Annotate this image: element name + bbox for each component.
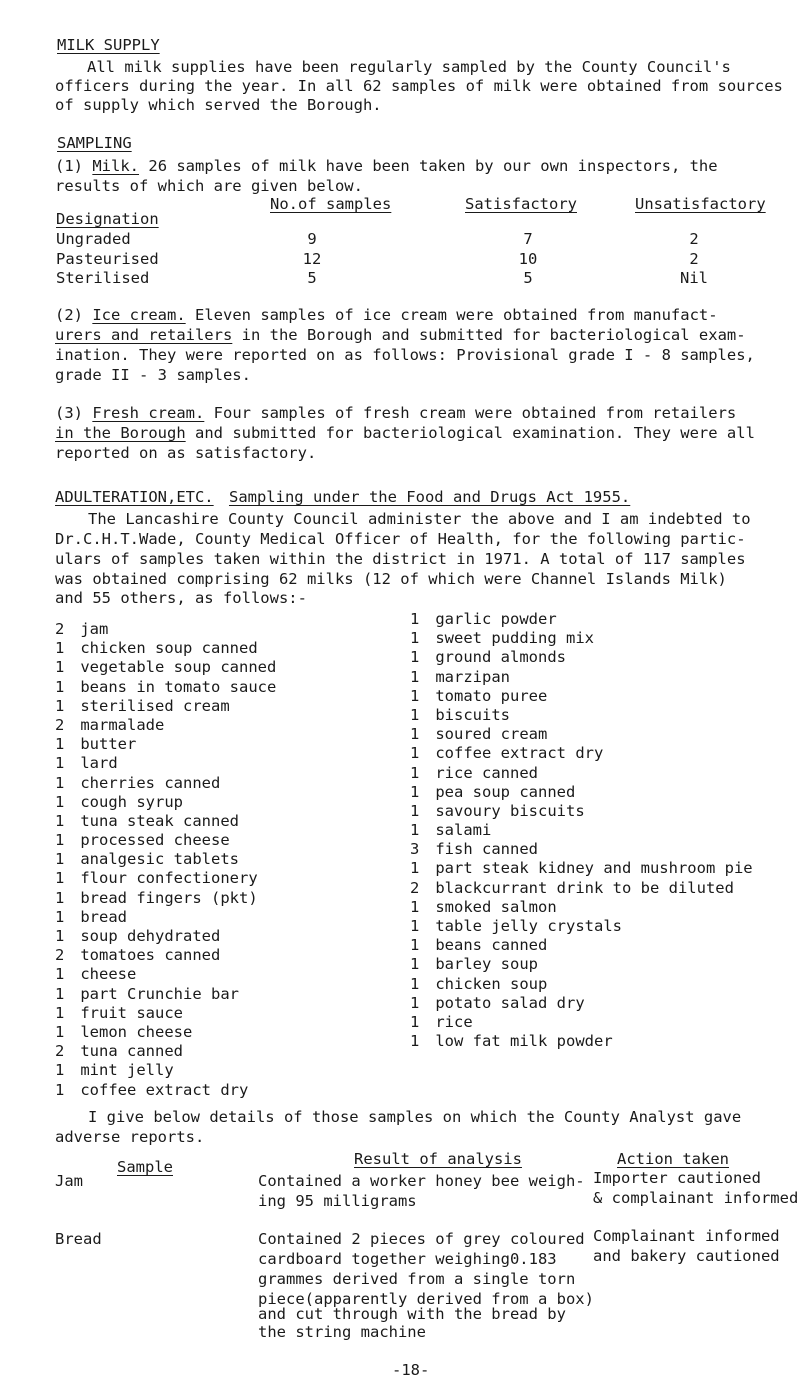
item-name: savoury biscuits <box>435 801 585 820</box>
item-quantity: 1 <box>55 1003 65 1022</box>
item-quantity: 1 <box>410 725 420 744</box>
item-name: pea soup canned <box>435 782 576 801</box>
item-name: low fat milk powder <box>435 1032 613 1051</box>
item-name: tuna canned <box>80 1042 183 1061</box>
row-designation: Sterilised <box>56 269 150 287</box>
milk-supply-paragraph: All milk supplies have been regularly sampled by the County Council's officers during the year. In all 62 samples of milk were obtained from sources of supply which served the Borough. <box>55 58 783 114</box>
milk-label: Milk. <box>92 157 140 175</box>
milk-supply-heading: MILK SUPPLY <box>57 36 160 54</box>
list-item <box>55 678 276 697</box>
item-name: flour confectionery <box>80 869 258 888</box>
item-quantity: 1 <box>410 763 420 782</box>
adverse-result-bread-line4: piece(apparently derived from a box) <box>258 1290 594 1308</box>
item-name: marmalade <box>80 715 165 734</box>
adverse-sample-jam: Jam <box>55 1172 83 1190</box>
row-unsatisfactory: 2 <box>689 250 699 268</box>
list-item <box>410 725 753 744</box>
item-name: bread <box>80 907 128 926</box>
item-quantity: 1 <box>55 869 65 888</box>
adverse-result-jam-line2: ing 95 milligrams <box>258 1192 417 1210</box>
item-quantity: 1 <box>410 974 420 993</box>
item-quantity: 1 <box>410 897 420 916</box>
item-quantity: 1 <box>55 792 65 811</box>
milk-text-line1: 26 samples of milk have been taken by our own inspectors, the <box>148 157 718 175</box>
item-quantity: 1 <box>410 936 420 955</box>
item-quantity: 1 <box>55 1022 65 1041</box>
item-quantity: 1 <box>410 801 420 820</box>
item-name: barley soup <box>435 955 538 974</box>
item-name: part steak kidney and mushroom pie <box>435 859 753 878</box>
adverse-header-result: Result of analysis <box>354 1150 522 1168</box>
adulteration-heading: ADULTERATION,ETC. <box>55 488 214 506</box>
list-item <box>55 850 276 869</box>
item-quantity: 1 <box>410 993 420 1012</box>
list-item <box>410 610 753 629</box>
item-name: salami <box>435 821 492 840</box>
item-quantity: 1 <box>410 1032 420 1051</box>
list-item <box>55 812 276 831</box>
adverse-action-jam-line1: Importer cautioned <box>593 1169 761 1187</box>
list-item <box>410 1013 753 1032</box>
item-name: coffee extract dry <box>80 1080 249 1099</box>
samples-list-left <box>55 620 276 1100</box>
fresh-cream-line1 <box>55 404 736 423</box>
list-item <box>55 639 276 658</box>
ice-cream-source: urers and retailers <box>55 326 233 344</box>
ice-cream-text-line1: Eleven samples of ice cream were obtained from manufact- <box>195 306 718 324</box>
list-item <box>55 908 276 927</box>
list-item <box>410 764 753 783</box>
ice-cream-line4: grade II - 3 samples. <box>55 366 251 384</box>
item-name: sweet pudding mix <box>435 629 594 648</box>
row-samples: 12 <box>302 250 322 268</box>
item-name: coffee extract dry <box>435 744 604 763</box>
row-samples: 5 <box>307 269 317 287</box>
adverse-intro-line1: I give below details of those samples on which the County Analyst gave <box>88 1108 742 1126</box>
item-quantity: 1 <box>55 965 65 984</box>
list-item <box>410 821 753 840</box>
list-item <box>55 1061 276 1080</box>
item-name: bread fingers (pkt) <box>80 888 258 907</box>
item-name: lemon cheese <box>80 1022 193 1041</box>
item-name: jam <box>80 620 109 638</box>
adverse-result-jam-line1: Contained a worker honey bee weigh- <box>258 1172 585 1190</box>
adulteration-line1: The Lancashire County Council administer the above and I am indebted to <box>88 510 751 528</box>
adverse-intro-line2: adverse reports. <box>55 1128 205 1146</box>
row-samples: 9 <box>307 230 317 248</box>
item-quantity: 1 <box>55 831 65 850</box>
item-quantity: 1 <box>55 658 65 677</box>
list-item <box>55 1004 276 1023</box>
item-quantity: 1 <box>410 648 420 667</box>
ice-cream-label: Ice cream. <box>92 306 186 324</box>
item-name: cheese <box>80 965 137 984</box>
ice-cream-line3: ination. They were reported on as follows: Provisional grade I - 8 samples, <box>55 346 755 364</box>
item-name: biscuits <box>435 705 510 724</box>
item-name: fish canned <box>435 840 538 859</box>
item-name: mint jelly <box>80 1061 174 1080</box>
item-name: butter <box>80 735 137 754</box>
item-name: soup dehydrated <box>80 927 221 945</box>
item-name: fruit sauce <box>80 1003 183 1022</box>
adulteration-line4: was obtained comprising 62 milks (12 of which were Channel Islands Milk) <box>55 570 727 588</box>
item-name: beans in tomato sauce <box>80 677 277 696</box>
item-quantity: 1 <box>410 859 420 878</box>
item-name: blackcurrant drink to be diluted <box>435 878 734 897</box>
item-quantity: 1 <box>55 984 65 1003</box>
list-item <box>55 927 276 946</box>
item-name: chicken soup <box>435 974 548 993</box>
list-item <box>410 975 753 994</box>
item-quantity: 2 <box>55 1042 65 1061</box>
item-quantity: 1 <box>55 677 65 696</box>
adulteration-line2: Dr.C.H.T.Wade, County Medical Officer of Health, for the following partic- <box>55 530 746 548</box>
list-item <box>410 917 753 936</box>
item-name: tomato puree <box>435 686 548 705</box>
adulteration-line5: and 55 others, as follows:- <box>55 589 307 607</box>
list-item <box>410 802 753 821</box>
item-name: vegetable soup canned <box>80 658 277 677</box>
list-item <box>410 840 753 859</box>
list-item <box>55 965 276 984</box>
item-quantity: 1 <box>55 1080 65 1099</box>
fresh-cream-line2 <box>55 424 755 443</box>
item-quantity: 1 <box>410 610 420 628</box>
item-quantity: 1 <box>55 850 65 869</box>
list-item <box>55 774 276 793</box>
table-header-satisfactory: Satisfactory <box>465 195 577 213</box>
item-quantity: 1 <box>410 1012 420 1031</box>
fresh-cream-line3: reported on as satisfactory. <box>55 444 317 462</box>
adverse-sample-bread: Bread <box>55 1230 102 1248</box>
item-quantity: 1 <box>55 907 65 926</box>
row-designation: Pasteurised <box>56 250 159 268</box>
fresh-cream-number: (3) <box>55 404 83 422</box>
item-name: smoked salmon <box>435 897 557 916</box>
list-item <box>55 735 276 754</box>
item-quantity: 1 <box>410 686 420 705</box>
item-name: rice canned <box>435 763 538 782</box>
adverse-action-bread-line2: and bakery cautioned <box>593 1247 780 1265</box>
item-name: soured cream <box>435 725 548 744</box>
adverse-action-jam-line2: & complainant informed <box>593 1189 799 1207</box>
item-name: analgesic tablets <box>80 850 239 869</box>
adulteration-heading-line <box>55 488 630 507</box>
item-name: processed cheese <box>80 831 230 850</box>
adverse-result-bread-line2: cardboard together weighing0.183 <box>258 1250 557 1268</box>
item-quantity: 1 <box>55 735 65 754</box>
sampling-heading: SAMPLING <box>57 134 132 152</box>
list-item <box>410 879 753 898</box>
list-item <box>55 1081 276 1100</box>
adverse-result-bread-line5: and cut through with the bread by <box>258 1305 566 1323</box>
row-unsatisfactory: 2 <box>689 230 699 248</box>
item-quantity: 2 <box>55 946 65 965</box>
item-name: potato salad dry <box>435 993 585 1012</box>
item-quantity: 1 <box>410 782 420 801</box>
list-item <box>55 889 276 908</box>
item-quantity: 1 <box>410 667 420 686</box>
page-number: -18- <box>392 1361 430 1379</box>
table-header-designation: Designation <box>56 210 159 228</box>
item-quantity: 1 <box>410 955 420 974</box>
item-quantity: 1 <box>55 773 65 792</box>
milk-paragraph-line1 <box>55 157 718 176</box>
item-name: marzipan <box>435 667 510 686</box>
list-item <box>410 898 753 917</box>
adverse-result-bread-line6: the string machine <box>258 1323 426 1341</box>
list-item <box>55 869 276 888</box>
adulteration-subheading: Sampling under the Food and Drugs Act 1955. <box>228 488 631 506</box>
list-item <box>410 955 753 974</box>
table-header-unsatisfactory: Unsatisfactory <box>635 195 766 213</box>
list-item <box>55 697 276 716</box>
item-name: sterilised cream <box>80 696 230 715</box>
list-item <box>55 658 276 677</box>
milk-text-line2: results of which are given below. <box>55 177 363 195</box>
item-quantity: 1 <box>55 1061 65 1080</box>
adverse-header-action: Action taken <box>617 1150 729 1168</box>
list-item <box>410 994 753 1013</box>
adulteration-line3: ulars of samples taken within the district in 1971. A total of 117 samples <box>55 550 746 568</box>
row-satisfactory: 5 <box>523 269 533 287</box>
list-item <box>55 1042 276 1061</box>
item-name: table jelly crystals <box>435 917 622 935</box>
list-item <box>410 706 753 725</box>
adverse-result-bread-line3: grammes derived from a single torn <box>258 1270 576 1288</box>
list-item <box>410 687 753 706</box>
list-item <box>410 668 753 687</box>
item-quantity: 1 <box>55 696 65 715</box>
list-item <box>55 831 276 850</box>
item-quantity: 1 <box>55 927 65 945</box>
item-quantity: 2 <box>55 715 65 734</box>
item-name: chicken soup canned <box>80 639 258 658</box>
list-item <box>410 783 753 802</box>
item-quantity: 3 <box>410 840 420 859</box>
item-name: lard <box>80 754 118 773</box>
item-quantity: 1 <box>410 917 420 935</box>
list-item <box>410 859 753 878</box>
list-item <box>55 716 276 735</box>
adverse-header-sample: Sample <box>117 1158 173 1176</box>
item-name: tuna steak canned <box>80 811 239 830</box>
item-quantity: 1 <box>410 629 420 648</box>
list-item <box>410 1032 753 1051</box>
list-item <box>55 620 276 639</box>
item-quantity: 1 <box>410 821 420 840</box>
item-quantity: 1 <box>55 811 65 830</box>
adverse-result-bread-line1: Contained 2 pieces of grey coloured <box>258 1230 585 1248</box>
table-header-samples: No.of samples <box>270 195 392 213</box>
item-name: cherries canned <box>80 773 221 792</box>
item-name: ground almonds <box>435 648 566 667</box>
item-name: beans canned <box>435 936 548 955</box>
list-item <box>55 1023 276 1042</box>
fresh-cream-label: Fresh cream. <box>92 404 205 422</box>
ice-cream-line2 <box>55 326 746 345</box>
item-name: rice <box>435 1012 473 1031</box>
milk-item-number: (1) <box>55 157 83 175</box>
item-name: part Crunchie bar <box>80 984 239 1003</box>
list-item <box>55 793 276 812</box>
list-item <box>410 936 753 955</box>
list-item <box>55 754 276 773</box>
row-designation: Ungraded <box>56 230 131 248</box>
ice-cream-number: (2) <box>55 306 83 324</box>
fresh-cream-text-line1: Four samples of fresh cream were obtained from retailers <box>213 404 737 422</box>
row-satisfactory: 7 <box>523 230 533 248</box>
list-item <box>55 946 276 965</box>
list-item <box>410 648 753 667</box>
ice-cream-line1 <box>55 306 718 325</box>
adverse-action-bread-line1: Complainant informed <box>593 1227 780 1245</box>
item-quantity: 1 <box>410 744 420 763</box>
item-quantity: 1 <box>55 754 65 773</box>
item-name: cough syrup <box>80 792 183 811</box>
list-item <box>410 744 753 763</box>
list-item <box>55 985 276 1004</box>
samples-list-right <box>410 610 753 1051</box>
item-quantity: 1 <box>55 639 65 658</box>
fresh-cream-text-line2: and submitted for bacteriological examination. They were all <box>185 424 755 442</box>
item-quantity: 1 <box>55 888 65 907</box>
row-unsatisfactory: Nil <box>680 269 708 287</box>
fresh-cream-source: in the Borough <box>55 424 186 442</box>
item-quantity: 1 <box>410 705 420 724</box>
list-item <box>410 629 753 648</box>
row-satisfactory: 10 <box>518 250 538 268</box>
ice-cream-text-line2: in the Borough and submitted for bacteriological exam- <box>232 326 746 344</box>
item-name: garlic powder <box>435 610 557 628</box>
item-name: tomatoes canned <box>80 946 221 965</box>
item-quantity: 2 <box>55 620 65 638</box>
item-quantity: 2 <box>410 878 420 897</box>
